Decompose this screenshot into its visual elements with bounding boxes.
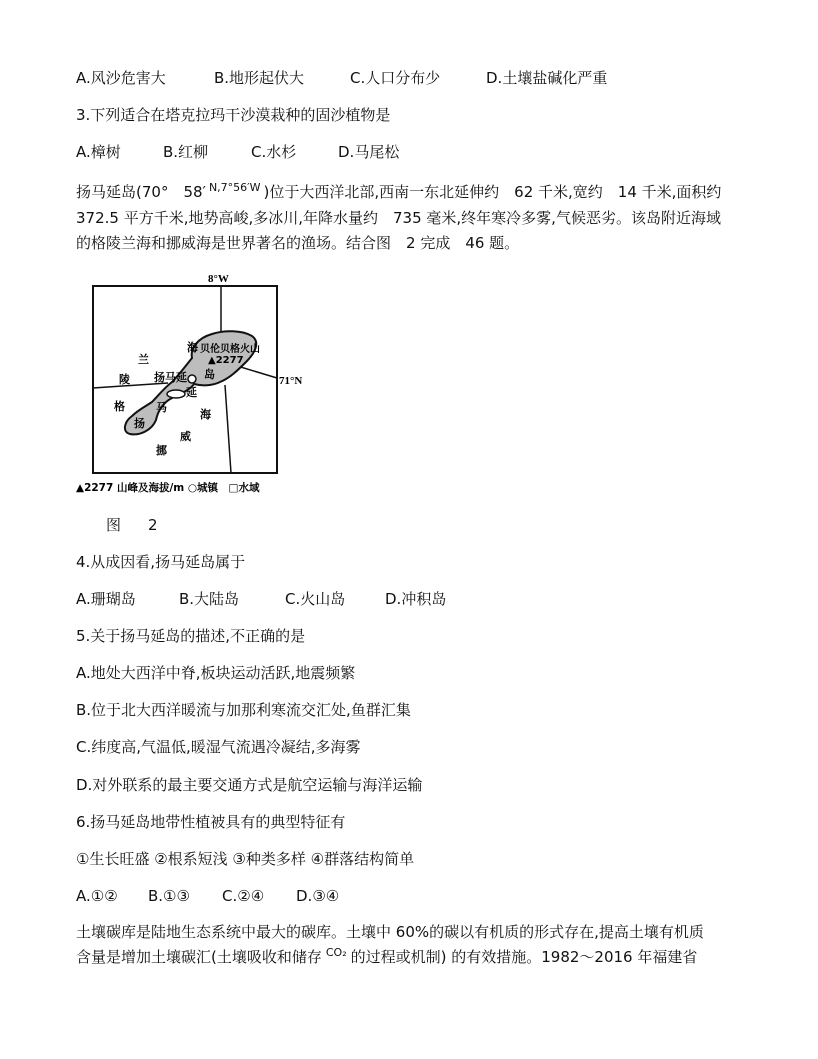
q6-stem: 6.扬马延岛地带性植被具有的典型特征有 — [76, 813, 346, 831]
q4-option-c: C.火山岛 — [285, 590, 346, 608]
q6-option-d: D.③④ — [296, 887, 340, 905]
passage2-line2-a: 含量是增加土壤碳汇(土壤吸收和储存 — [76, 948, 322, 966]
island-name-char-2: 马 — [156, 401, 167, 414]
map-legend: ▲2277 山峰及海拔/m ○城镇 □水域 — [76, 482, 260, 494]
q3-option-c: C.水杉 — [251, 143, 297, 161]
lagoon — [167, 390, 185, 398]
passage2-co2: CO₂ — [325, 946, 347, 959]
passage1-line1-b: )位于大西洋北部,西南一东北延伸约 62 千米,宽约 14 千米,面积约 — [263, 183, 722, 201]
passage-soil-carbon — [76, 920, 746, 971]
q2-options — [76, 68, 607, 88]
q4-stem: 4.从成因看,扬马延岛属于 — [76, 553, 246, 571]
q3-option-d: D.马尾松 — [338, 143, 400, 161]
passage1-line2: 372.5 平方千米,地势高峻,多冰川,年降水量约 735 毫米,终年寒冷多雾,气候恶劣。该岛附近海域 — [76, 209, 721, 227]
sea-right-char-2: 威 — [180, 430, 191, 443]
town-marker — [188, 375, 196, 383]
q3-option-a: A.樟树 — [76, 143, 121, 161]
passage1-line3: 的格陵兰海和挪威海是世界著名的渔场。结合图 2 完成 46 题。 — [76, 234, 520, 252]
q4-option-b: B.大陆岛 — [179, 590, 240, 608]
passage2-line1: 土壤碳库是陆地生态系统中最大的碳库。土壤中 60%的碳以有机质的形式存在,提高土壤有机质 — [76, 923, 704, 941]
town-label: 扬马延 — [154, 371, 187, 384]
q6-options — [76, 886, 339, 906]
boundary-line-south — [225, 385, 231, 473]
figure-caption: 图 2 — [106, 516, 164, 534]
passage-jan-mayen — [76, 180, 746, 256]
q4-option-a: A.珊瑚岛 — [76, 590, 136, 608]
q5-stem: 5.关于扬马延岛的描述,不正确的是 — [76, 627, 306, 645]
sea-right-char-3: 挪 — [156, 444, 167, 457]
q6-items: ①生长旺盛 ②根系短浅 ③种类多样 ④群落结构简单 — [76, 850, 415, 868]
q4-options — [76, 589, 446, 609]
sea-left-char-3: 格 — [114, 400, 125, 413]
peak-name: 贝伦贝格火山 — [200, 344, 260, 355]
q3-options — [76, 142, 399, 162]
q2-option-d: D.土壤盐碱化严重 — [486, 69, 608, 87]
q5-option-d: D.对外联系的最主要交通方式是航空运输与海洋运输 — [76, 776, 423, 794]
q6-option-a: A.①② — [76, 887, 118, 905]
sea-right-char-1: 海 — [200, 408, 211, 421]
q4-option-d: D.冲积岛 — [385, 590, 447, 608]
island-name-char-3: 延 — [186, 386, 197, 399]
map-top-label: 8°W — [208, 273, 229, 285]
island-name-char-1: 扬 — [134, 417, 145, 430]
q5-option-c: C.纬度高,气温低,暖湿气流遇冷凝结,多海雾 — [76, 738, 361, 756]
q6-option-b: B.①③ — [148, 887, 190, 905]
island-name-char-4: 岛 — [204, 368, 215, 381]
passage1-line1-a: 扬马延岛(70° 58′ — [76, 183, 206, 201]
jan-mayen-map — [74, 270, 306, 500]
map-right-label: 71°N — [279, 375, 303, 387]
q3-stem: 3.下列适合在塔克拉玛干沙漠栽种的固沙植物是 — [76, 106, 391, 124]
q2-option-a: A.风沙危害大 — [76, 69, 166, 87]
q5-option-a: A.地处大西洋中脊,板块运动活跃,地震频繁 — [76, 664, 356, 682]
passage1-coord-sup: N,7°56′W — [208, 181, 261, 194]
q2-option-c: C.人口分布少 — [350, 69, 441, 87]
passage2-line2-b: 的过程或机制) 的有效措施。1982～2016 年福建省 — [350, 948, 698, 966]
sea-left-char-2: 陵 — [119, 373, 130, 386]
sea-left-top-char: 海 — [187, 341, 198, 354]
sea-left-char-1: 兰 — [138, 353, 149, 366]
peak-height: ▲2277 — [208, 355, 244, 366]
q2-option-b: B.地形起伏大 — [214, 69, 305, 87]
q3-option-b: B.红柳 — [163, 143, 209, 161]
q5-option-b: B.位于北大西洋暖流与加那利寒流交汇处,鱼群汇集 — [76, 701, 411, 719]
q6-option-c: C.②④ — [222, 887, 265, 905]
